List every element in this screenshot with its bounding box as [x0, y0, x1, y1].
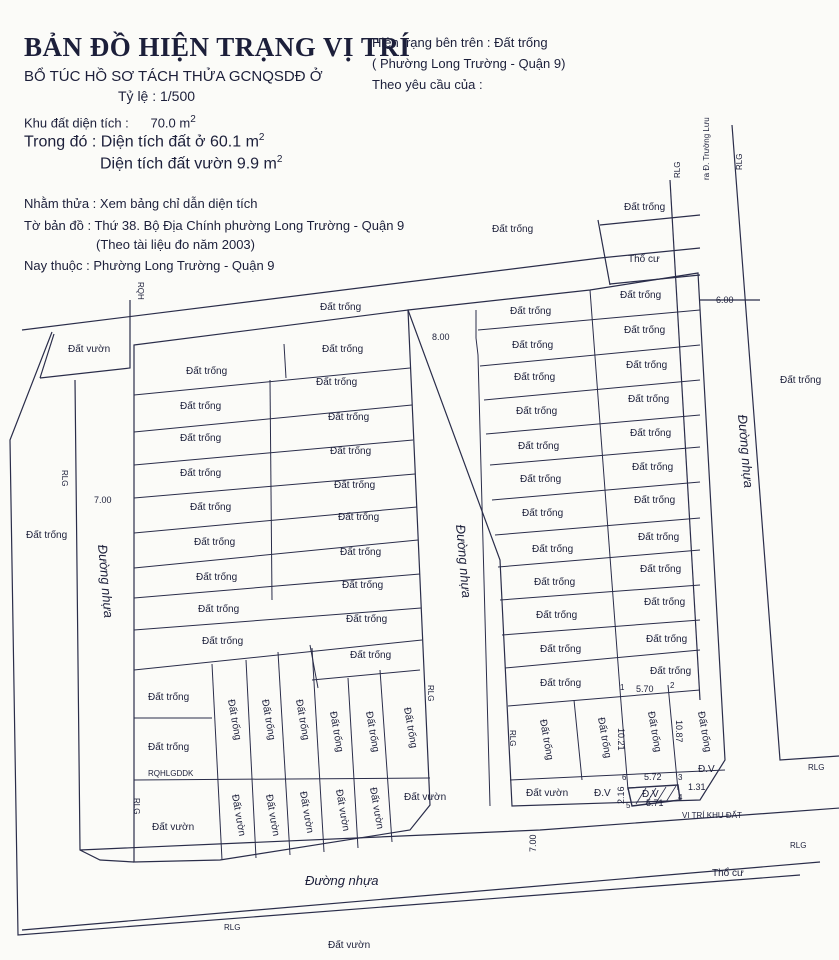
lot-a14: Đất trống	[340, 547, 382, 558]
lot-g4: Đất vườn	[333, 788, 352, 833]
parcel-note: Nhằm thửa : Xem bảng chỉ dẫn diện tích	[24, 196, 258, 211]
road-middle: Đường nhựa	[453, 523, 475, 599]
lot-a15: Đất trống	[198, 604, 240, 615]
house-lot: Thổ cư	[628, 254, 660, 265]
lot-a9: Đất trống	[190, 502, 232, 513]
rlg-left-block: RLG	[132, 798, 141, 815]
lot-b9: Đất trống	[518, 441, 560, 452]
lot-b23: Đất trống	[540, 678, 582, 689]
map-subtitle: BỔ TÚC HỒ SƠ TÁCH THỬA GCNQSDĐ Ở	[24, 68, 323, 85]
status-ward: ( Phường Long Trường - Quận 9)	[372, 56, 566, 71]
lot-b-garden: Đất vườn	[526, 788, 569, 799]
lot-g6: Đất vườn	[404, 792, 447, 803]
lot-b22: Đất trống	[646, 634, 688, 645]
dim-571: 5.71	[646, 798, 664, 808]
garden-label: Đất vườn	[68, 344, 111, 355]
lot-b10: Đất trống	[630, 428, 672, 439]
lot-a12: Đất trống	[338, 512, 380, 523]
vacant-top: Đất trống	[320, 302, 362, 313]
map-title: BẢN ĐỒ HIỆN TRẠNG VỊ TRÍ	[24, 32, 411, 62]
total-area: Khu đất diện tích : 70.0 $m^2$	[24, 114, 196, 131]
lot-v5: Đất trống	[363, 710, 382, 754]
lot-g5: Đất vườn	[367, 786, 386, 831]
lot-b12: Đất trống	[632, 462, 674, 473]
lot-a11: Đất trống	[194, 537, 236, 548]
map-scale: Tỷ lệ : 1/500	[118, 88, 196, 104]
bottom-road-bottom-edge	[22, 862, 820, 930]
rlg-top-1: RLG	[673, 161, 682, 178]
map-sheet-note: (Theo tài liệu đo năm 2003)	[96, 237, 255, 252]
dim-216: 2.16	[616, 786, 626, 804]
rlg-bottom-right: RLG	[790, 841, 807, 850]
lot-a21: Đất trống	[148, 742, 190, 753]
lot-a6: Đất trống	[328, 412, 370, 423]
garden-bottom: Đất vườn	[328, 940, 371, 951]
corner-lot-line	[40, 300, 130, 378]
vacant-left-outside: Đất trống	[26, 530, 68, 541]
lot-b16: Đất trống	[638, 532, 680, 543]
lot-dv2: Đ.V	[642, 789, 659, 800]
point-1: 1	[620, 683, 625, 692]
dim-6: 6.00	[716, 295, 734, 305]
lot-a13: Đất trống	[196, 572, 238, 583]
vacant-top-lot: Đất trống	[624, 202, 666, 213]
garden-area: Diện tích đất vườn 9.9 $m^2$	[100, 154, 283, 173]
rqhlgddk-label: RQHLGDDK	[148, 769, 194, 778]
rlg-top-2: RLG	[735, 153, 744, 170]
lot-dv1: Đ.V	[594, 788, 611, 799]
lot-a16: Đất trống	[342, 580, 384, 591]
lot-b14: Đất trống	[634, 495, 676, 506]
point-3: 3	[678, 773, 683, 782]
lot-b8: Đất trống	[628, 394, 670, 405]
lot-b6: Đất trống	[626, 360, 668, 371]
lot-b17: Đất trống	[534, 577, 576, 588]
point-5: 5	[626, 801, 631, 810]
rlg-left: RLG	[60, 470, 69, 487]
lot-a22-garden: Đất vườn	[152, 822, 195, 833]
lot-dv3: Đ.V	[698, 764, 715, 775]
lot-b11: Đất trống	[520, 474, 562, 485]
residential-area: Trong đó : Diện tích đất ở 60.1 $m^2$	[24, 132, 265, 151]
point-4: 4	[678, 793, 683, 802]
point-2: 2	[670, 681, 675, 690]
lot-a17: Đất trống	[202, 636, 244, 647]
lot-a20: Đất trống	[148, 692, 190, 703]
dim-570: 5.70	[636, 684, 654, 694]
lot-a18: Đất trống	[346, 614, 388, 625]
lot-g3: Đất vườn	[297, 790, 316, 835]
lot-b20: Đất trống	[644, 597, 686, 608]
lot-v3: Đất trống	[293, 698, 312, 742]
lot-b1: Đất trống	[510, 306, 552, 317]
lot-a4: Đất trống	[316, 377, 358, 388]
lot-g1: Đất vườn	[229, 793, 248, 838]
dim-7-left: 7.00	[94, 495, 112, 505]
road-bottom: Đường nhựa	[305, 873, 379, 888]
dim-8: 8.00	[432, 332, 450, 342]
lot-bv2: Đất trống	[595, 716, 614, 760]
lot-b7: Đất trống	[516, 406, 558, 417]
lot-a1: Đất trống	[186, 366, 228, 377]
dim-131: 1.31	[688, 782, 706, 792]
rlg-right-edge: RLG	[808, 763, 825, 772]
dim-1021: 10.21	[616, 728, 626, 751]
lot-v4: Đất trống	[327, 710, 346, 754]
lot-a10: Đất trống	[334, 480, 376, 491]
current-status: Hiện trạng bên trên : Đất trống	[372, 35, 548, 50]
vacant-top-right: Đất trống	[492, 224, 534, 235]
dim-572: 5.72	[644, 772, 662, 782]
map-sheet-info: Tờ bản đồ : Thứ 38. Bộ Địa Chính phường Long Trường - Quận 9	[24, 218, 405, 233]
lot-v6: Đất trống	[401, 706, 420, 750]
top-lot-vertical	[598, 220, 610, 285]
lot-b2: Đất trống	[620, 290, 662, 301]
lot-a2: Đất trống	[322, 344, 364, 355]
top-boundary-line	[22, 258, 600, 330]
rlg-right-block: RLG	[508, 730, 517, 747]
dim-7-bottom: 7.00	[528, 834, 538, 852]
lot-bv4: Đất trống	[695, 710, 714, 754]
point-6: 6	[622, 773, 627, 782]
left-road-left-edge	[75, 380, 134, 862]
lot-a3: Đất trống	[180, 401, 222, 412]
road-right: Đường nhựa	[735, 413, 757, 489]
lot-v2: Đất trống	[259, 698, 278, 742]
lot-b5: Đất trống	[514, 372, 556, 383]
lot-a8: Đất trống	[330, 446, 372, 457]
ward-info: Nay thuộc : Phường Long Trường - Quận 9	[24, 258, 275, 273]
lot-b13: Đất trống	[522, 508, 564, 519]
lot-b19: Đất trống	[536, 610, 578, 621]
dim-1087: 10.87	[674, 720, 684, 743]
road-left: Đường nhựa	[95, 543, 117, 619]
lot-b15: Đất trống	[532, 544, 574, 555]
lot-b21: Đất trống	[540, 644, 582, 655]
rlg-mid: RLG	[426, 685, 435, 702]
lot-a7: Đất trống	[180, 468, 222, 479]
lot-b3: Đất trống	[512, 340, 554, 351]
lot-b24: Đất trống	[650, 666, 692, 677]
lot-v1: Đất trống	[225, 698, 244, 742]
lot-b4: Đất trống	[624, 325, 666, 336]
lot-a19: Đất trống	[350, 650, 392, 661]
lot-a5: Đất trống	[180, 433, 222, 444]
lot-bv1: Đất trống	[537, 718, 556, 762]
road-direction: ra Đ. Trường Lưu	[702, 117, 711, 180]
house-bottom-right: Thổ cư	[712, 868, 744, 879]
lot-bv3: Đất trống	[645, 710, 664, 754]
lot-b18: Đất trống	[640, 564, 682, 575]
site-label: VỊ TRÍ KHU ĐẤT	[682, 811, 742, 820]
rqh-label: RQH	[136, 282, 145, 300]
top-lot-line	[600, 215, 700, 225]
vacant-right-outside: Đất trống	[780, 375, 822, 386]
lot-g2: Đất vườn	[263, 793, 282, 838]
requested-by: Theo yêu cầu của :	[372, 77, 483, 92]
rlg-bottom: RLG	[224, 923, 241, 932]
